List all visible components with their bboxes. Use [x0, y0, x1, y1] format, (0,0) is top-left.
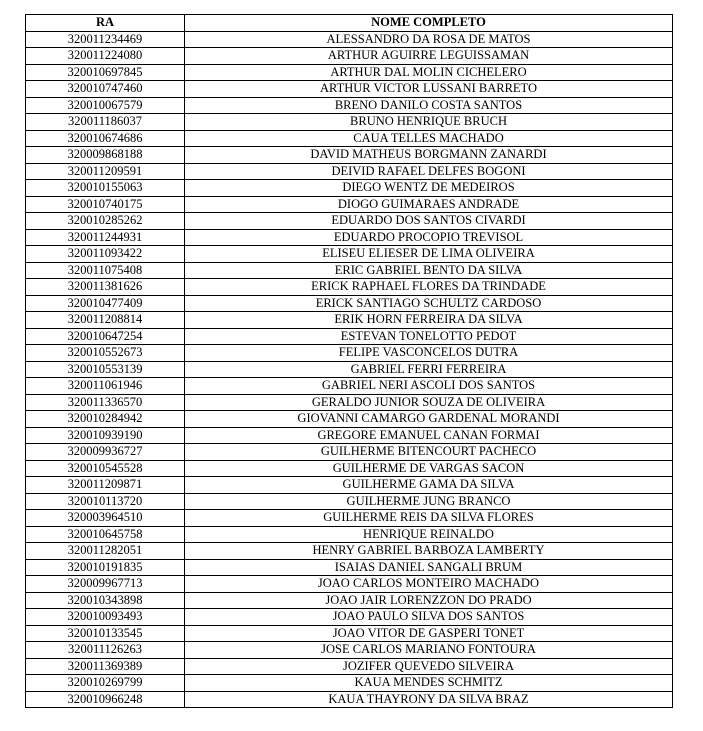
nome-cell: DEIVID RAFAEL DELFES BOGONI — [185, 163, 673, 180]
nome-cell: BRENO DANILO COSTA SANTOS — [185, 97, 673, 114]
table-row — [26, 345, 673, 362]
nome-cell: EDUARDO PROCOPIO TREVISOL — [185, 229, 673, 246]
ra-cell: 320010939190 — [26, 427, 185, 444]
table-row — [26, 229, 673, 246]
ra-cell: 320011336570 — [26, 394, 185, 411]
nome-cell: EDUARDO DOS SANTOS CIVARDI — [185, 213, 673, 230]
ra-cell: 320009868188 — [26, 147, 185, 164]
table-row — [26, 609, 673, 626]
table-row — [26, 64, 673, 81]
nome-cell: ESTEVAN TONELOTTO PEDOT — [185, 328, 673, 345]
student-table — [25, 14, 673, 708]
nome-cell: JOAO JAIR LORENZZON DO PRADO — [185, 592, 673, 609]
ra-cell: 320011224080 — [26, 48, 185, 65]
table-row — [26, 642, 673, 659]
ra-cell: 320011381626 — [26, 279, 185, 296]
table-row — [26, 510, 673, 527]
ra-cell: 320010740175 — [26, 196, 185, 213]
table-row — [26, 180, 673, 197]
ra-cell: 320010647254 — [26, 328, 185, 345]
ra-cell: 320009967713 — [26, 576, 185, 593]
table-row — [26, 411, 673, 428]
ra-cell: 320011369389 — [26, 658, 185, 675]
ra-cell: 320011282051 — [26, 543, 185, 560]
ra-cell: 320011186037 — [26, 114, 185, 131]
table-row — [26, 97, 673, 114]
table-row — [26, 114, 673, 131]
ra-cell: 320009936727 — [26, 444, 185, 461]
nome-cell: ERIC GABRIEL BENTO DA SILVA — [185, 262, 673, 279]
table-row — [26, 48, 673, 65]
nome-cell: GERALDO JUNIOR SOUZA DE OLIVEIRA — [185, 394, 673, 411]
nome-cell: ERICK RAPHAEL FLORES DA TRINDADE — [185, 279, 673, 296]
ra-cell: 320011061946 — [26, 378, 185, 395]
ra-cell: 320010697845 — [26, 64, 185, 81]
ra-column-header: RA — [26, 15, 185, 32]
table-row — [26, 147, 673, 164]
table-row — [26, 427, 673, 444]
table-row — [26, 312, 673, 329]
table-row — [26, 130, 673, 147]
nome-cell: GUILHERME GAMA DA SILVA — [185, 477, 673, 494]
table-row — [26, 394, 673, 411]
ra-cell: 320010747460 — [26, 81, 185, 98]
table-row — [26, 444, 673, 461]
nome-cell: GUILHERME DE VARGAS SACON — [185, 460, 673, 477]
nome-cell: KAUA MENDES SCHMITZ — [185, 675, 673, 692]
table-row — [26, 262, 673, 279]
nome-cell: GIOVANNI CAMARGO GARDENAL MORANDI — [185, 411, 673, 428]
ra-cell: 320010343898 — [26, 592, 185, 609]
ra-cell: 320010133545 — [26, 625, 185, 642]
ra-cell: 320010113720 — [26, 493, 185, 510]
nome-cell: DIEGO WENTZ DE MEDEIROS — [185, 180, 673, 197]
nome-cell: ARTHUR DAL MOLIN CICHELERO — [185, 64, 673, 81]
ra-cell: 320010284942 — [26, 411, 185, 428]
nome-cell: ARTHUR AGUIRRE LEGUISSAMAN — [185, 48, 673, 65]
table-body — [26, 31, 673, 708]
table-row — [26, 378, 673, 395]
table-row — [26, 460, 673, 477]
ra-cell: 320010545528 — [26, 460, 185, 477]
ra-cell: 320010645758 — [26, 526, 185, 543]
nome-cell: BRUNO HENRIQUE BRUCH — [185, 114, 673, 131]
table-row — [26, 163, 673, 180]
nome-cell: GABRIEL NERI ASCOLI DOS SANTOS — [185, 378, 673, 395]
nome-cell: HENRY GABRIEL BARBOZA LAMBERTY — [185, 543, 673, 560]
table-row — [26, 477, 673, 494]
nome-cell: ARTHUR VICTOR LUSSANI BARRETO — [185, 81, 673, 98]
nome-cell: GREGORE EMANUEL CANAN FORMAI — [185, 427, 673, 444]
ra-cell: 320010553139 — [26, 361, 185, 378]
table-row — [26, 361, 673, 378]
nome-column-header: NOME COMPLETO — [185, 15, 673, 32]
nome-cell: GABRIEL FERRI FERREIRA — [185, 361, 673, 378]
header-row — [26, 15, 673, 32]
nome-cell: DAVID MATHEUS BORGMANN ZANARDI — [185, 147, 673, 164]
table-row — [26, 31, 673, 48]
ra-cell: 320011075408 — [26, 262, 185, 279]
nome-cell: JOSE CARLOS MARIANO FONTOURA — [185, 642, 673, 659]
table-row — [26, 675, 673, 692]
nome-cell: JOAO CARLOS MONTEIRO MACHADO — [185, 576, 673, 593]
nome-cell: JOAO PAULO SILVA DOS SANTOS — [185, 609, 673, 626]
nome-cell: CAUA TELLES MACHADO — [185, 130, 673, 147]
table-row — [26, 213, 673, 230]
nome-cell: DIOGO GUIMARAES ANDRADE — [185, 196, 673, 213]
nome-cell: KAUA THAYRONY DA SILVA BRAZ — [185, 691, 673, 708]
table-row — [26, 196, 673, 213]
ra-cell: 320010285262 — [26, 213, 185, 230]
ra-cell: 320011126263 — [26, 642, 185, 659]
table-row — [26, 328, 673, 345]
nome-cell: GUILHERME BITENCOURT PACHECO — [185, 444, 673, 461]
nome-cell: ISAIAS DANIEL SANGALI BRUM — [185, 559, 673, 576]
nome-cell: JOZIFER QUEVEDO SILVEIRA — [185, 658, 673, 675]
nome-cell: ERIK HORN FERREIRA DA SILVA — [185, 312, 673, 329]
ra-cell: 320010067579 — [26, 97, 185, 114]
nome-cell: GUILHERME REIS DA SILVA FLORES — [185, 510, 673, 527]
table-row — [26, 81, 673, 98]
table-row — [26, 295, 673, 312]
table-row — [26, 526, 673, 543]
nome-cell: GUILHERME JUNG BRANCO — [185, 493, 673, 510]
table-row — [26, 246, 673, 263]
ra-cell: 320010477409 — [26, 295, 185, 312]
table-row — [26, 279, 673, 296]
nome-cell: ALESSANDRO DA ROSA DE MATOS — [185, 31, 673, 48]
ra-cell: 320011208814 — [26, 312, 185, 329]
nome-cell: ELISEU ELIESER DE LIMA OLIVEIRA — [185, 246, 673, 263]
ra-cell: 320010155063 — [26, 180, 185, 197]
ra-cell: 320010191835 — [26, 559, 185, 576]
ra-cell: 320011209591 — [26, 163, 185, 180]
nome-cell: JOAO VITOR DE GASPERI TONET — [185, 625, 673, 642]
ra-cell: 320010552673 — [26, 345, 185, 362]
table-row — [26, 625, 673, 642]
table-row — [26, 543, 673, 560]
table-row — [26, 592, 673, 609]
table-row — [26, 691, 673, 708]
ra-cell: 320010269799 — [26, 675, 185, 692]
table-row — [26, 559, 673, 576]
ra-cell: 320010966248 — [26, 691, 185, 708]
ra-cell: 320003964510 — [26, 510, 185, 527]
table-row — [26, 493, 673, 510]
ra-cell: 320011234469 — [26, 31, 185, 48]
ra-cell: 320011244931 — [26, 229, 185, 246]
nome-cell: FELIPE VASCONCELOS DUTRA — [185, 345, 673, 362]
ra-cell: 320011209871 — [26, 477, 185, 494]
nome-cell: ERICK SANTIAGO SCHULTZ CARDOSO — [185, 295, 673, 312]
table-row — [26, 576, 673, 593]
ra-cell: 320010093493 — [26, 609, 185, 626]
ra-cell: 320011093422 — [26, 246, 185, 263]
nome-cell: HENRIQUE REINALDO — [185, 526, 673, 543]
table-row — [26, 658, 673, 675]
ra-cell: 320010674686 — [26, 130, 185, 147]
